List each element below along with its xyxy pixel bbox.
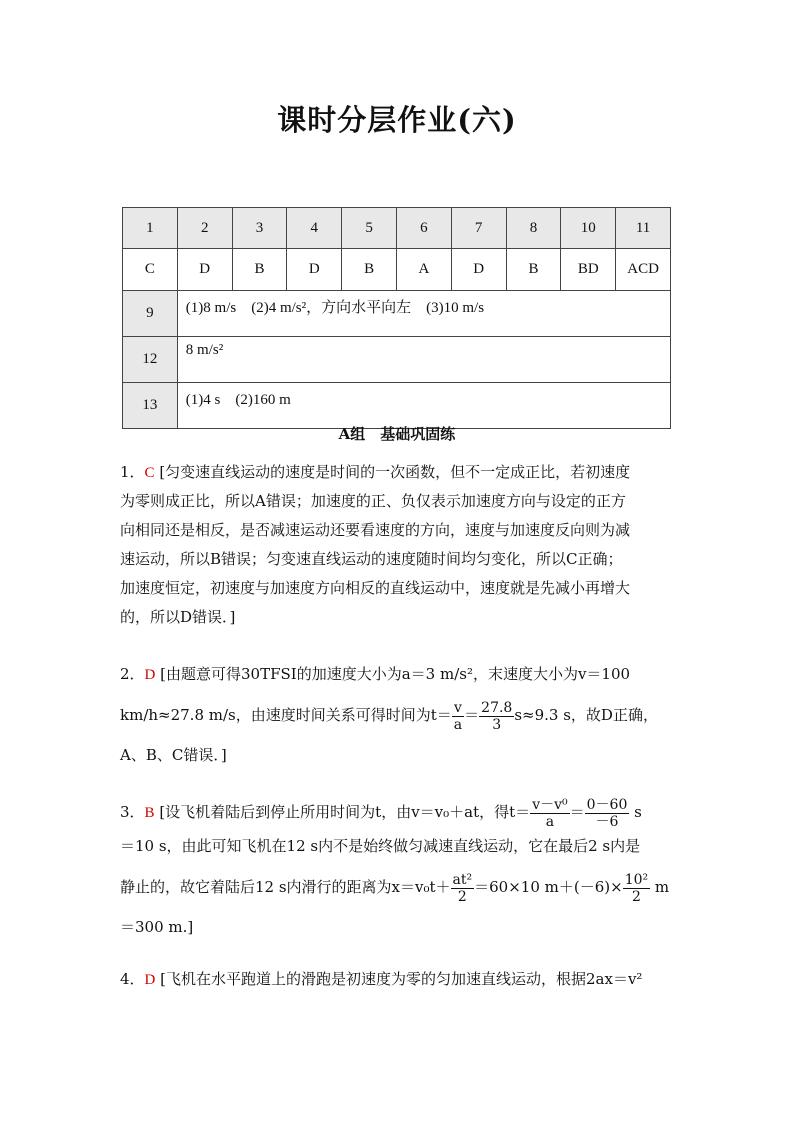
fraction bbox=[452, 700, 464, 733]
table-cell: 1 bbox=[123, 208, 178, 249]
table-cell: 4 bbox=[287, 208, 342, 249]
answer-label: D bbox=[144, 667, 156, 683]
fraction bbox=[623, 872, 650, 905]
table-cell: A bbox=[396, 249, 451, 291]
fraction bbox=[451, 872, 475, 905]
table-row bbox=[123, 337, 671, 383]
numerator: at² bbox=[452, 871, 473, 888]
text-line: A、B、C错误．] bbox=[120, 746, 227, 764]
table-cell: 5 bbox=[342, 208, 397, 249]
text-line: [匀变速直线运动的速度是时间的一次函数，但不一定成正比，若初速度 bbox=[154, 463, 631, 481]
table-cell: (1)4 s (2)160 m bbox=[177, 383, 670, 429]
question-number: 2． bbox=[120, 665, 145, 683]
fraction bbox=[530, 797, 569, 830]
equals-sign: ＝ bbox=[464, 706, 480, 724]
fraction bbox=[479, 700, 514, 733]
text-segment: s bbox=[629, 803, 642, 821]
denominator: 2 bbox=[457, 888, 467, 905]
table-cell: ACD bbox=[616, 249, 671, 291]
text-line: ＝300 m.] bbox=[120, 918, 194, 936]
section-heading: A组 基础巩固练 bbox=[338, 425, 456, 443]
text-line: 速运动，所以B错误；匀变速直线运动的速度随时间均匀变化，所以C正确； bbox=[120, 550, 623, 568]
table-row bbox=[123, 383, 671, 429]
fraction bbox=[585, 797, 630, 830]
text-line: 为零则成正比，所以A错误；加速度的正、负仅表示加速度方向与设定的正方 bbox=[120, 492, 626, 510]
question-2 bbox=[120, 660, 676, 770]
question-number-row bbox=[123, 208, 671, 249]
answer-label: B bbox=[144, 805, 155, 821]
table-cell: 12 bbox=[123, 337, 178, 383]
table-cell: D bbox=[287, 249, 342, 291]
numerator: 10² bbox=[624, 871, 649, 888]
table-cell: (1)8 m/s (2)4 m/s²，方向水平向左 (3)10 m/s bbox=[177, 291, 670, 337]
numerator: v bbox=[452, 700, 464, 717]
table-row bbox=[123, 291, 671, 337]
table-cell: D bbox=[177, 249, 232, 291]
numerator: v－v⁰ bbox=[532, 796, 568, 813]
page-title: 课时分层作业(六) bbox=[277, 103, 517, 137]
answer-label: D bbox=[144, 972, 156, 988]
denominator: 2 bbox=[631, 888, 641, 905]
table-cell: 10 bbox=[561, 208, 616, 249]
table-cell: BD bbox=[561, 249, 616, 291]
text-line: [飞机在水平跑道上的滑跑是初速度为零的匀加速直线运动，根据2ax＝v² bbox=[155, 970, 643, 988]
table-cell: 8 m/s² bbox=[177, 337, 670, 383]
table-cell: 11 bbox=[616, 208, 671, 249]
table-cell: 7 bbox=[451, 208, 506, 249]
question-number: 1． bbox=[120, 463, 145, 481]
denominator: a bbox=[453, 716, 463, 733]
text-segment: km/h≈27.8 m/s，由速度时间关系可得时间为t＝ bbox=[120, 706, 452, 724]
text-segment: s≈9.3 s，故D正确， bbox=[514, 706, 658, 724]
answer-label: C bbox=[144, 465, 155, 481]
question-1 bbox=[120, 458, 676, 632]
denominator: a bbox=[545, 813, 555, 830]
denominator: －6 bbox=[595, 813, 619, 830]
text-line: 向相同还是相反，是否减速运动还要看速度的方向，速度与加速度反向则为减 bbox=[120, 521, 631, 539]
table-cell: 13 bbox=[123, 383, 178, 429]
table-cell: B bbox=[506, 249, 561, 291]
table-cell: B bbox=[232, 249, 287, 291]
table-cell: B bbox=[342, 249, 397, 291]
numerator: 0－60 bbox=[586, 796, 628, 813]
text-line: ＝10 s，由此可知飞机在12 s内不是始终做匀减速直线运动，它在最后2 s内是 bbox=[120, 837, 641, 855]
answer-table bbox=[122, 207, 671, 429]
text-segment: ＝60×10 m＋(－6)× bbox=[474, 878, 623, 896]
text-line: 的，所以D错误．] bbox=[120, 608, 236, 626]
question-3: 3．B [设飞机着陆后到停止所用时间为t，由v＝v₀＋at，得t＝ $\frac{\text{v－v⁰}}{a}$ ＝ $\frac{0-60}{-6}$ s ＝10 s，由此可知飞机在12 s内不是始终做匀减速直线运动，它在最后2 s内是 静止的，故它着陆后12 s内滑行的距离为x＝v₀t＋ $\frac{\text{at²}}{2}$ ＝60×10 m＋(－6)× $\frac{\text{10²}}{2}$ m ＝300 m.] bbox=[120, 792, 676, 942]
text-line: 加速度恒定，初速度与加速度方向相反的直线运动中，速度就是先减小再增大 bbox=[120, 579, 631, 597]
table-cell: 3 bbox=[232, 208, 287, 249]
text-segment: [设飞机着陆后到停止所用时间为t，由v＝v₀＋at，得t＝ bbox=[154, 803, 531, 821]
table-cell: D bbox=[451, 249, 506, 291]
table-cell: C bbox=[123, 249, 178, 291]
table-cell: 2 bbox=[177, 208, 232, 249]
table-cell: 6 bbox=[396, 208, 451, 249]
question-number: 4． bbox=[120, 970, 145, 988]
denominator: 3 bbox=[492, 716, 502, 733]
text-line: [由题意可得30TFSI的加速度大小为a＝3 m/s²，末速度大小为v＝100 bbox=[155, 665, 631, 683]
question-number: 3． bbox=[120, 803, 145, 821]
answer-row bbox=[123, 249, 671, 291]
numerator: 27.8 bbox=[481, 699, 513, 716]
table-cell: 8 bbox=[506, 208, 561, 249]
table-cell: 9 bbox=[123, 291, 178, 337]
question-4 bbox=[120, 965, 676, 994]
text-segment: m bbox=[650, 878, 670, 896]
text-segment: 静止的，故它着陆后12 s内滑行的距离为x＝v₀t＋ bbox=[120, 878, 451, 896]
